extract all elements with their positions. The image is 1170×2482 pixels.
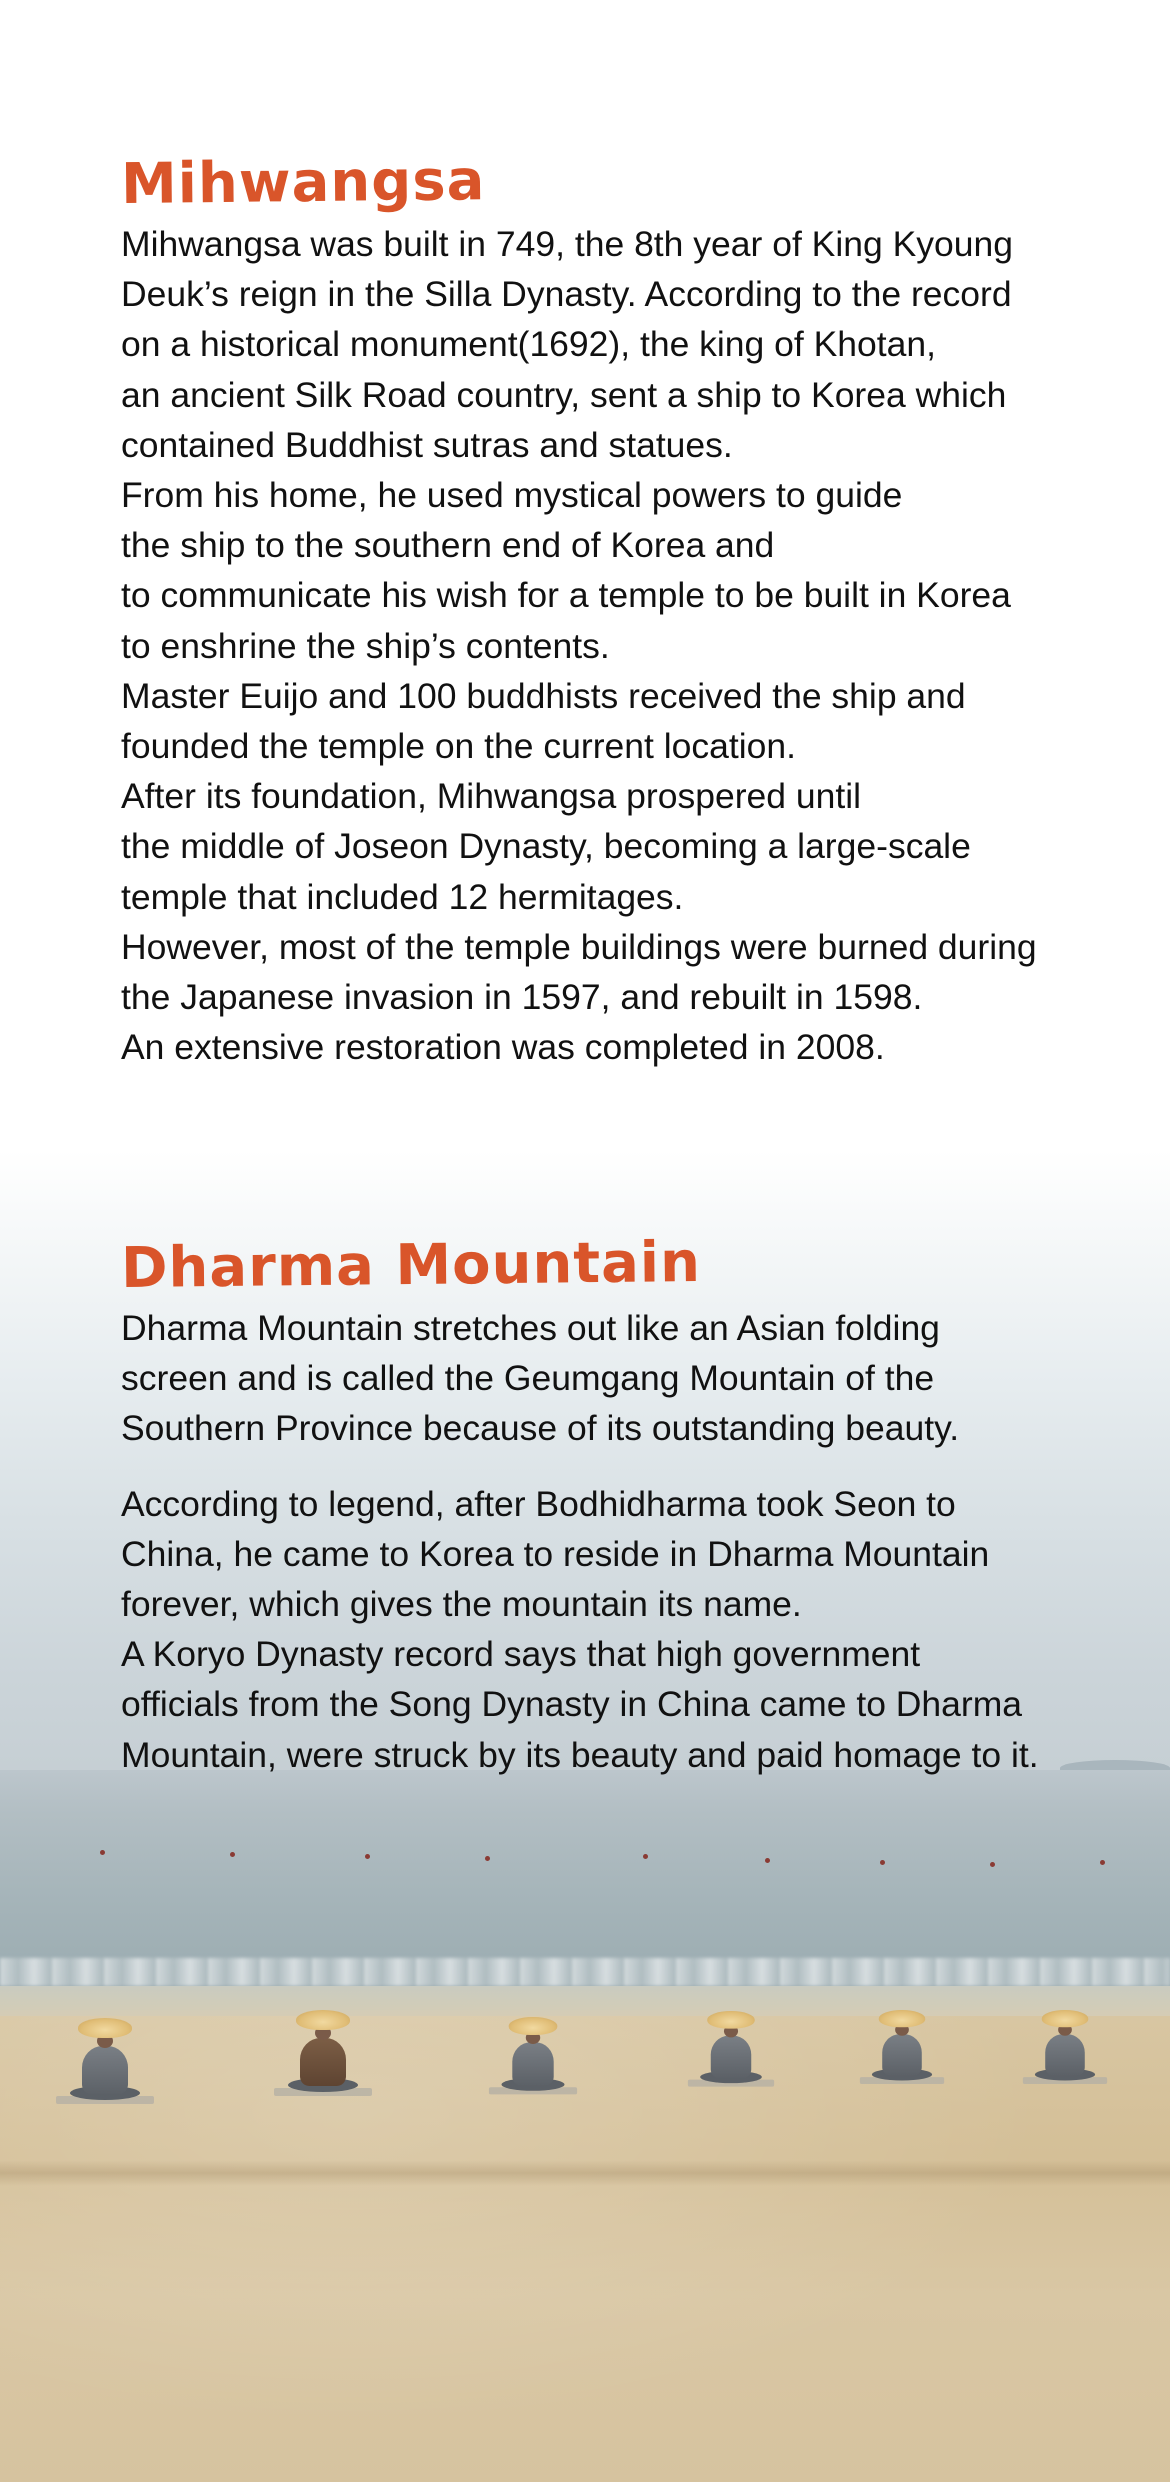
body-line: Southern Province because of its outstanding beauty.: [121, 1408, 960, 1449]
body-line: From his home, he used mystical powers to guide: [121, 475, 903, 516]
meditating-monk: [700, 2011, 762, 2099]
body-line: screen and is called the Geumgang Mountain of the: [121, 1358, 935, 1399]
meditating-monk: [872, 2010, 932, 2096]
body-line: to communicate his wish for a temple to be built in Korea: [121, 575, 1011, 616]
body-line: to enshrine the ship’s contents.: [121, 625, 610, 666]
body-line: the Japanese invasion in 1597, and rebuilt in 1598.: [121, 977, 923, 1018]
sand-ridge: [0, 2160, 1170, 2186]
mihwangsa-heading: Mihwangsa: [120, 148, 486, 217]
body-line: temple that included 12 hermitages.: [121, 876, 684, 917]
body-line: on a historical monument(1692), the king of Khotan,: [121, 324, 937, 365]
body-line: the ship to the southern end of Korea and: [121, 525, 775, 566]
meditating-monk: [288, 2010, 358, 2110]
mihwangsa-body: [121, 219, 1081, 1072]
dharma-mountain-heading: Dharma Mountain: [120, 1229, 702, 1301]
body-line: A Koryo Dynasty record says that high government: [121, 1634, 921, 1675]
body-line: Mihwangsa was built in 749, the 8th year of King Kyoung: [121, 224, 1013, 264]
sand: [0, 2016, 1170, 2482]
body-line: After its foundation, Mihwangsa prospered until: [121, 776, 862, 817]
body-line: forever, which gives the mountain its name.: [121, 1584, 802, 1625]
body-line: An extensive restoration was completed in 2008.: [121, 1027, 885, 1068]
dharma-mountain-section: [120, 1229, 1081, 1780]
meditating-monk: [70, 2018, 140, 2118]
body-line: founded the temple on the current location.: [121, 726, 796, 767]
meditating-monk: [502, 2017, 565, 2107]
body-line: Mountain, were struck by its beauty and paid homage to it.: [121, 1734, 1039, 1775]
mihwangsa-section: [120, 148, 1081, 1072]
body-line: Deuk’s reign in the Silla Dynasty. According to the record: [121, 274, 1012, 315]
body-line: an ancient Silk Road country, sent a ship to Korea which: [121, 374, 1007, 415]
body-line: According to legend, after Bodhidharma took Seon to: [121, 1483, 956, 1524]
dharma-mountain-legend: [121, 1479, 1081, 1780]
surf-line: [0, 1958, 1170, 1986]
body-line: However, most of the temple buildings were burned during: [121, 926, 1037, 967]
body-line: contained Buddhist sutras and statues.: [121, 424, 733, 465]
body-line: Master Euijo and 100 buddhists received the ship and: [121, 675, 966, 716]
meditating-monk: [1035, 2010, 1095, 2096]
body-line: officials from the Song Dynasty in China came to Dharma: [121, 1684, 1023, 1725]
body-line: Dharma Mountain stretches out like an Asian folding: [121, 1308, 940, 1348]
dharma-mountain-intro: [121, 1303, 1081, 1454]
body-line: the middle of Joseon Dynasty, becoming a large-scale: [121, 826, 971, 867]
body-line: China, he came to Korea to reside in Dharma Mountain: [121, 1533, 990, 1574]
